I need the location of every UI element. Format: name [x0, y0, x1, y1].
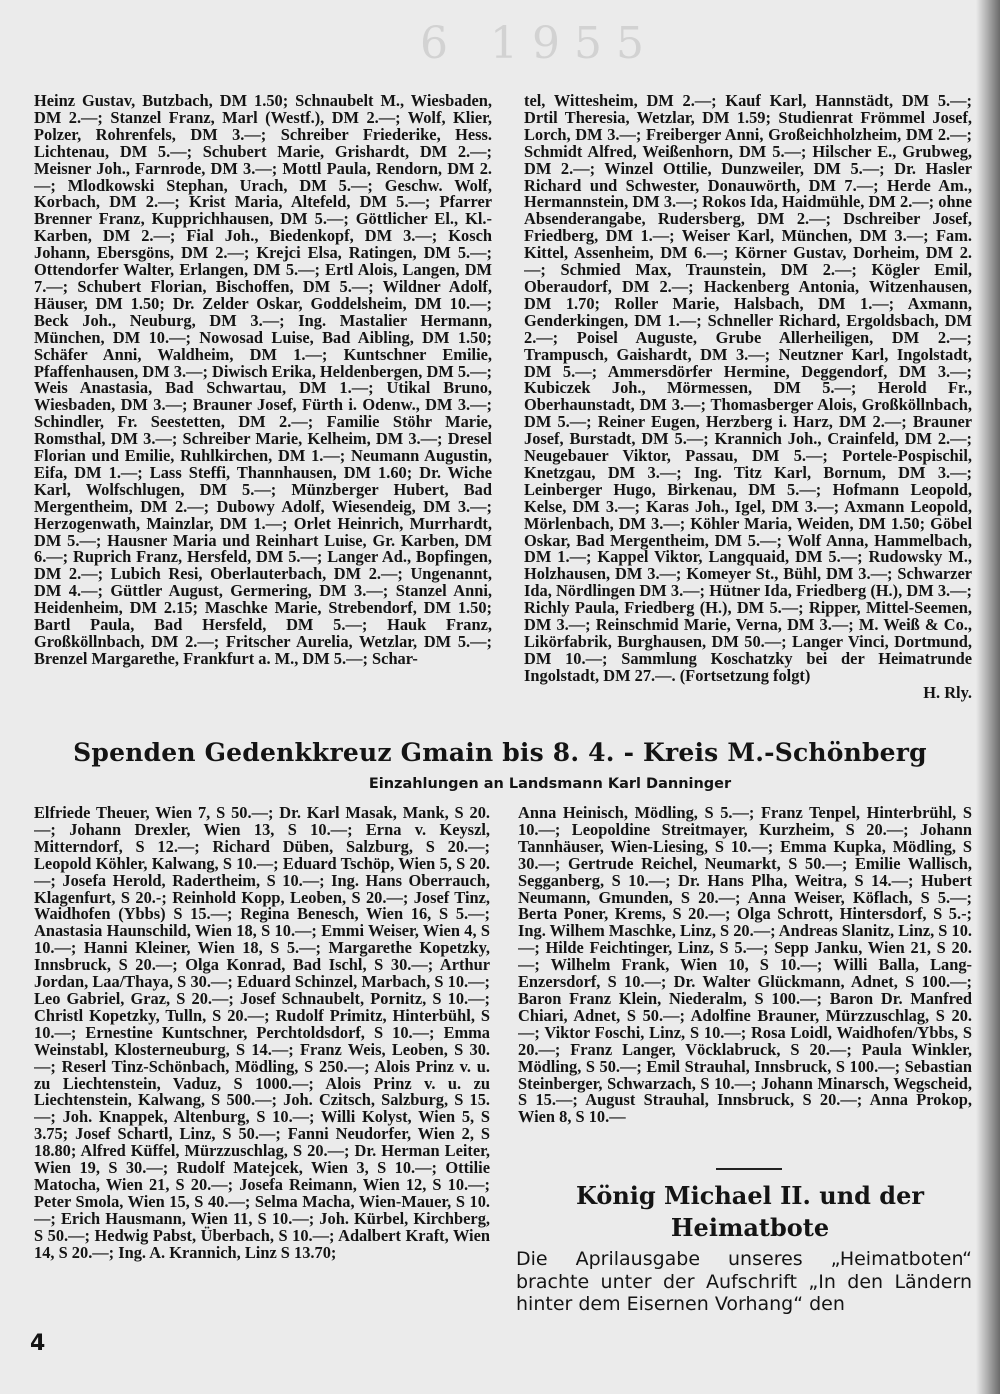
donor-list-text: Anna Heinisch, Mödling, S 5.—; Franz Tenpel, Hinterbrühl, S 10.—; Leopoldine Streitmayer, Kurzheim, S 20.—; Johann Tannhäuser, Wien-Liesing, S 10.—; Emma Kupka, Mödling, S 30.—; Gertrude Reichel, Neumarkt, S 50.—; Emilie Wallisch, Segganberg, S 10.—; Dr. Hans Plha, Weitra, S 14.—; Hubert Neumann, Gmunden, S 20.—; Anna Weiser, Köflach, S 5.—; Berta Poner, Krems, S 20.—; Olga Schrott, Hintersdorf, S 5.-; Ing. Wilhem Maschke, Linz, S 20.—; Andreas Slanitz, Linz, S 10.—; Hilde Feichtinger, Linz, S 5.—; Sepp Janku, Wien 21, S 20.—; Wilhelm Frank, Wien 10, S 10.—; Willi Balla, Lang-Enzersdorf, S 10.—; Dr. Walter Glückmann, Adnet, S 100.—; Baron Franz Klein, Niederalm, S 100.—; Baron Dr. Manfred Chiari, Adnet, S 50.—; Adolfine Brauner, Mürzzuschlag, S 20.—; Viktor Foschi, Linz, S 10.—; Rosa Loidl, Waidhofen/Ybbs, S 20.—; Franz Langer, Vöcklabruck, S 20.—; Paula Winkler, Mödling, S 50.—; Emil Strauhal, Innsbruck, S 100.—; Sebastian Steinberger, Schwarzach, S 10.—; Johann Minarsch, Wegscheid, S 15.—; August Strauhal, Innsbruck, S 20.—; Anna Prokop, Wien 8, S 10.—: [518, 805, 972, 1127]
page-number: 4: [30, 1331, 46, 1356]
page-edge-shadow: [976, 0, 1000, 1394]
donor-list-text: tel, Wittesheim, DM 2.—; Kauf Karl, Hannstädt, DM 5.—; Drtil Theresia, Wetzlar, DM 1.59; Studienrat Frömmel Josef, Lorch, DM 3.—; Freiberger Anni, Großeichholzheim, DM 2.—; Schmidt Alfred, Weißenhorn, DM 5.—; Hilscher E., Grubweg, DM 2.—; Winzel Ottilie, Dunzweiler, DM 5.—; Dr. Hasler Richard und Schwester, Donauwörth, DM 7.—; Herde Am., Hermannstein, DM 3.—; Rokos Ida, Haidmühle, DM 2.—; ohne Absenderangabe, Rudersberg, DM 2.—; Dschreiber Josef, Friedberg, DM 1.—; Weiser Karl, München, DM 3.—; Fam. Kittel, Assenheim, DM 6.—; Körner Gustav, Dorheim, DM 2.—; Schmied Max, Traunstein, DM 2.—; Kögler Emil, Oberaudorf, DM 2.—; Hackenberg Antonia, Witzenhausen, DM 1.70; Roller Marie, Halsbach, DM 1.—; Axmann, Genderkingen, DM 1.—; Schneller Richard, Ergoldsbach, DM 2.—; Poisel Auguste, Grube Allerheiligen, DM 2.—; Trampusch, Gaishardt, DM 3.—; Neutzner Karl, Ingolstadt, DM 5.—; Ammersdörfer Hermine, Deggendorf, DM 3.—; Kubiczek Joh., Mörmessen, DM 5.—; Herold Fr., Oberhaunstadt, DM 3.—; Thomasberger Alois, Großköllnbach, DM 5.—; Reiner Eugen, Herzberg i. Harz, DM 2.—; Brauner Josef, Burstadt, DM 5.—; Krannich Joh., Crainfeld, DM 2.—; Neugebauer Viktor, Passau, DM 5.—; Portele-Pospischil, Knetzgau, DM 3.—; Ing. Titz Karl, Bornum, DM 3.—; Leinberger Hugo, Birkenau, DM 5.—; Hofmann Leopold, Kelse, DM 3.—; Karas Joh., Igel, DM 3.—; Axmann Leopold, Mörlenbach, DM 3.—; Köhler Maria, Weiden, DM 1.50; Göbel Oskar, Bad Mergentheim, DM 5.—; Wolf Anna, Hammelbach, DM 1.—; Kappel Viktor, Langquaid, DM 5.—; Rudowsky M., Holzhausen, DM 3.—; Komeyer St., Bühl, DM 3.—; Schwarzer Ida, Nördlingen DM 3.—; Hütner Ida, Friedberg (H.), DM 3.—; Richly Paula, Friedberg (H.), DM 5.—; Ripper, Mittel-Seemen, DM 3.—; Reinschmid Marie, Verna, DM 3.—; M. Weiß & Co., Likörfabrik, Burghausen, DM 50.—; Langer Vinci, Dortmund, DM 10.—; Sammlung Koschatzky bei der Heimatrunde Ingolstadt, DM 27.—. (Fortsetzung folgt): [524, 93, 972, 685]
donor-list-column-bottom-left: [34, 805, 490, 1325]
article-title: König Michael II. und der Heimatbote: [576, 1181, 924, 1242]
donor-list-column-top-left: [34, 93, 492, 711]
article-body: Die Aprilausgabe unseres „Heimatboten“ brachte unter der Aufschrift „In den Ländern hinter dem Eisernen Vorhang“ den: [516, 1248, 972, 1315]
author-signature: H. Rly.: [923, 682, 972, 702]
donor-list-column-top-right: [524, 93, 972, 713]
section-headline: Spenden Gedenkkreuz Gmain bis 8. 4. - Kreis M.-Schönberg: [73, 738, 927, 767]
donor-list-column-bottom-right: [518, 805, 972, 1163]
donor-list-text: Heinz Gustav, Butzbach, DM 1.50; Schnaubelt M., Wiesbaden, DM 2.—; Stanzel Franz, Marl (Westf.), DM 2.—; Wolf, Klier, Polzer, Rohrenfels, DM 3.—; Schreiber Friederike, Hess. Lichtenau, DM 5.—; Schubert Marie, Grishardt, DM 2.—; Meisner Joh., Farnrode, DM 3.—; Mottl Paula, Rendorn, DM 2.—; Mlodkowski Stephan, Urach, DM 5.—; Geschw. Wolf, Korbach, DM 2.—; Krist Maria, Altefeld, DM 5.—; Pfarrer Brenner Franz, Kupprichhausen, DM 5.—; Göttlicher El., Kl.-Karben, DM 2.—; Fial Joh., Biedenkopf, DM 3.—; Kosch Johann, Ebersgöns, DM 2.—; Krejci Elsa, Ratingen, DM 5.—; Ottendorfer Walter, Erlangen, DM 5.—; Ertl Alois, Langen, DM 7.—; Schubert Florian, Bischoffen, DM 5.—; Wildner Adolf, Häuser, DM 1.50; Dr. Zelder Oskar, Goddelsheim, DM 10.—; Beck Joh., Neuburg, DM 3.—; Ing. Mastalier Hermann, München, DM 10.—; Nowosad Luise, Bad Aibling, DM 1.50; Schäfer Anni, Waldheim, DM 1.—; Kuntschner Emilie, Pfaffenhausen, DM 3.—; Diwisch Erika, Heldenbergen, DM 5.—; Weis Anastasia, Bad Schwartau, DM 1.—; Utikal Bruno, Wiesbaden, DM 3.—; Brauner Josef, Fürth i. Odenw., DM 3.—; Schindler, Fr. Seestetten, DM 2.—; Familie Stöhr Marie, Romsthal, DM 3.—; Schreiber Marie, Kelheim, DM 3.—; Dresel Florian und Emilie, Ruhlkirchen, DM 1.—; Neumann Augustin, Eifa, DM 1.—; Lass Steffi, Thannhausen, DM 1.60; Dr. Wiche Karl, Wolfschlugen, DM 5.—; Münzberger Hubert, Bad Mergentheim, DM 2.—; Dubowy Adolf, Wiesendeig, DM 3.—; Herzogenwath, Mainzlar, DM 1.—; Orlet Heinrich, Murrhardt, DM 5.—; Hausner Maria und Reinhart Luise, Gr. Karben, DM 6.—; Ruprich Franz, Hersfeld, DM 5.—; Langer Ad., Bopfingen, DM 2.—; Lubich Resi, Oberlauterbach, DM 2.—; Ungenannt, DM 4.—; Güttler August, Germering, DM 3.—; Stanzel Anni, Heidenheim, DM 2.15; Maschke Marie, Strebendorf, DM 1.50; Bartl Paula, Bad Hersfeld, DM 5.—; Hauk Franz, Großköllnbach, DM 2.—; Fritscher Aurelia, Wetzlar, DM 5.—; Brenzel Margarethe, Frankfurt a. M., DM 5.—; Schar-: [34, 93, 492, 668]
article-divider: [716, 1168, 782, 1170]
section-subheadline: Einzahlungen an Landsmann Karl Danninger: [368, 776, 732, 792]
donor-list-text: Elfriede Theuer, Wien 7, S 50.—; Dr. Karl Masak, Mank, S 20.—; Johann Drexler, Wien 13, S 10.—; Erna v. Keyszl, Mitterndorf, S 12.—; Richard Düben, Salzburg, S 20.—; Leopold Köhler, Kalwang, S 10.—; Eduard Tschöp, Wien 5, S 20.—; Josefa Herold, Radertheim, S 10.—; Ing. Hans Oberrauch, Klagenfurt, S 20.-; Reinhold Kopp, Leoben, S 20.—; Josef Tinz, Waidhofen (Ybbs) S 15.—; Regina Benesch, Wien 16, S 5.—; Anastasia Haunschild, Wien 18, S 10.—; Emmi Weiser, Wien 4, S 10.—; Hanni Kleiner, Wien 18, S 5.—; Margarethe Kopetzky, Innsbruck, S 20.—; Olga Konrad, Bad Ischl, S 30.—; Arthur Jordan, Laa/Thaya, S 30.—; Eduard Schinzel, Marbach, S 10.—; Leo Gabriel, Graz, S 20.—; Josef Schnaubelt, Pornitz, S 10.—; Christl Kopetzky, Tulln, S 20.—; Rudolf Primitz, Hinterbühl, S 10.—; Ernestine Kuntschner, Perchtoldsdorf, S 10.—; Emma Weinstabl, Klosterneuburg, S 14.—; Franz Weis, Leoben, S 30.—; Reserl Tinz-Schönbach, Mödling, S 250.—; Alois Prinz v. u. zu Liechtenstein, Vaduz, S 1000.—; Alois Prinz v. u. zu Liechtenstein, Kalwang, S 500.—; Joh. Czitsch, Salzburg, S 15.—; Joh. Knappek, Altenburg, S 10.—; Willi Kolyst, Wien 5, S 3.75; Josef Schartl, Linz, S 50.—; Fanni Neudorfer, Wien 2, S 18.80; Alfred Küffel, Mürzzuschlag, S 20.—; Dr. Herman Leiter, Wien 19, S 30.—; Rudolf Matejcek, Wien 3, S 10.—; Ottilie Matocha, Wien 21, S 20.—; Josefa Reimann, Wien 12, S 10.—; Peter Smola, Wien 15, S 40.—; Selma Macha, Wien-Mauer, S 10.—; Erich Hausmann, Wien 11, S 10.—; Joh. Kürbel, Kirchberg, S 50.—; Hedwig Pabst, Überbach, S 10.—; Adalbert Kraft, Wien 14, S 20.—; Ing. A. Krannich, Linz S 13.70;: [34, 805, 490, 1262]
faint-date-stamp: 6 1955: [420, 18, 658, 69]
